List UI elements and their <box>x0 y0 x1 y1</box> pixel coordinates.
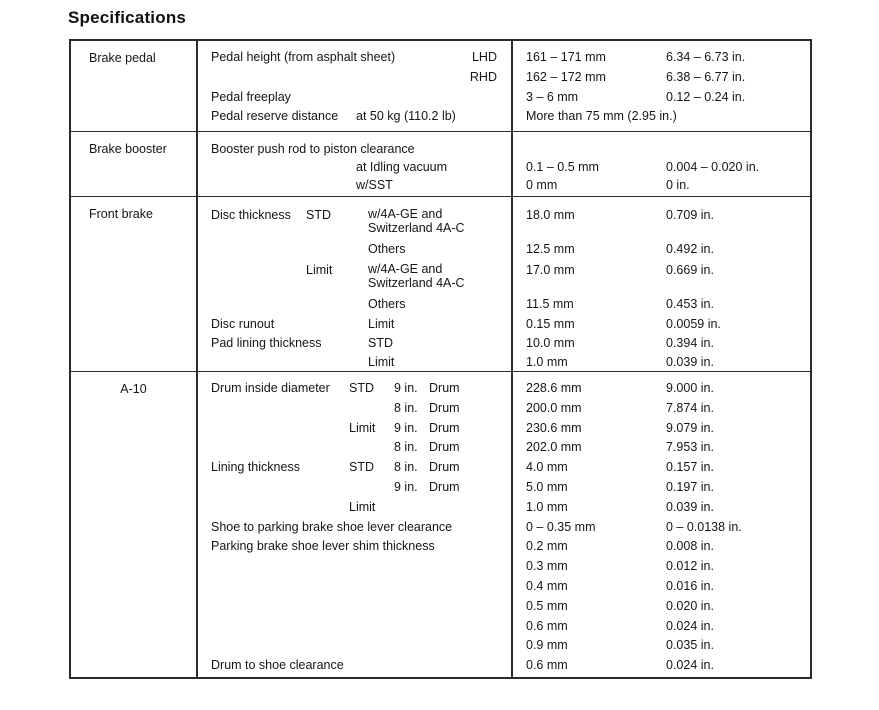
grade-label: STD <box>349 381 374 395</box>
spec-row <box>196 49 810 69</box>
metric-value: 0.2 mm <box>526 539 568 554</box>
drum-size-label: 9 in. <box>394 420 418 435</box>
spec-row <box>196 316 810 335</box>
spec-item-label: Shoe to parking brake shoe lever clearance <box>211 519 453 534</box>
spec-item-label: Pedal height (from asphalt sheet) <box>211 50 396 64</box>
spec-item-label: Pedal freeplay <box>211 90 291 104</box>
metric-value: 0.15 mm <box>526 317 575 331</box>
drum-word-label: Drum <box>429 420 460 435</box>
spec-row <box>196 439 810 459</box>
spec-row <box>196 241 810 262</box>
metric-value: 1.0 mm <box>526 499 568 514</box>
imperial-value: 6.34 – 6.73 in. <box>666 50 746 64</box>
metric-value: 0.5 mm <box>526 598 568 613</box>
section-label: Front brake <box>89 207 153 221</box>
section-label: Brake booster <box>89 142 167 156</box>
metric-value: 11.5 mm <box>526 297 574 311</box>
spec-row <box>196 108 810 128</box>
imperial-value: 7.874 in. <box>666 400 714 415</box>
imperial-value: 0.453 in. <box>666 297 714 311</box>
spec-item-label: Booster push rod to piston clearance <box>211 142 415 156</box>
spec-row <box>196 499 810 519</box>
imperial-value: 0.709 in. <box>666 208 714 222</box>
imperial-value: 0.669 in. <box>666 263 714 277</box>
imperial-value: 0.024 in. <box>666 618 714 633</box>
metric-value: 1.0 mm <box>526 355 568 369</box>
metric-value: 5.0 mm <box>526 479 568 494</box>
drum-size-label: 9 in. <box>394 479 418 494</box>
variant-label: Limit <box>368 355 395 369</box>
drum-size-label: 9 in. <box>394 381 418 395</box>
metric-value: 0.6 mm <box>526 618 568 633</box>
imperial-value: 0.492 in. <box>666 242 714 256</box>
spec-row <box>196 207 810 241</box>
spec-item-label: Disc runout <box>211 317 275 331</box>
imperial-value: 0.12 – 0.24 in. <box>666 90 746 104</box>
variant-label: Limit <box>368 317 395 331</box>
condition-label: w/SST <box>356 178 393 192</box>
variant-label: w/4A-GE and Switzerland 4A-C <box>368 207 465 235</box>
section-label: A-10 <box>120 382 147 396</box>
metric-value: 0.4 mm <box>526 578 568 593</box>
imperial-value: 0.008 in. <box>666 539 714 554</box>
imperial-value: 0.157 in. <box>666 460 714 475</box>
imperial-value: 0.012 in. <box>666 559 714 574</box>
spec-item-label: Pedal reserve distance <box>211 109 339 123</box>
imperial-value: 0.024 in. <box>666 658 714 673</box>
section-label: Brake pedal <box>89 51 156 65</box>
metric-value: 0.6 mm <box>526 658 568 673</box>
grade-label: Limit <box>306 263 333 277</box>
spec-row <box>196 657 810 677</box>
drum-word-label: Drum <box>429 381 460 395</box>
drum-word-label: Drum <box>429 440 460 455</box>
section-brake-booster <box>71 131 810 196</box>
spec-row <box>196 141 810 159</box>
metric-value: 4.0 mm <box>526 460 568 475</box>
spec-row <box>196 177 810 195</box>
metric-value: 10.0 mm <box>526 336 575 350</box>
grade-label: Limit <box>349 499 376 514</box>
spec-row <box>196 479 810 499</box>
metric-value: 0.3 mm <box>526 559 568 574</box>
imperial-value: 9.000 in. <box>666 381 714 395</box>
imperial-value: 6.38 – 6.77 in. <box>666 70 746 84</box>
metric-value: 0 mm <box>526 178 558 192</box>
imperial-value: 0.016 in. <box>666 578 714 593</box>
imperial-value: 0 in. <box>666 178 690 192</box>
metric-value: 202.0 mm <box>526 440 582 455</box>
imperial-value: 0.197 in. <box>666 479 714 494</box>
spec-row <box>196 637 810 657</box>
page-title: Specifications <box>68 8 187 27</box>
drive-side-label: RHD <box>469 70 497 84</box>
metric-value: 230.6 mm <box>526 420 582 435</box>
section-brake-pedal <box>71 41 810 131</box>
spec-row <box>196 459 810 479</box>
metric-value: 3 – 6 mm <box>526 90 579 104</box>
metric-value: 17.0 mm <box>526 263 575 277</box>
section-a10 <box>71 371 810 677</box>
drive-side-label: LHD <box>471 50 497 64</box>
variant-label: Others <box>368 297 406 311</box>
variant-label: STD <box>368 336 393 350</box>
drum-word-label: Drum <box>429 400 460 415</box>
variant-label: w/4A-GE and Switzerland 4A-C <box>368 262 465 290</box>
drum-size-label: 8 in. <box>394 400 418 415</box>
metric-value: 161 – 171 mm <box>526 50 606 64</box>
spec-row <box>196 618 810 638</box>
spec-item-label: Drum to shoe clearance <box>211 658 344 673</box>
imperial-value: 0.394 in. <box>666 336 714 350</box>
drum-word-label: Drum <box>429 479 460 494</box>
section-front-brake <box>71 196 810 371</box>
metric-value: 18.0 mm <box>526 208 575 222</box>
metric-value: 0.1 – 0.5 mm <box>526 160 599 174</box>
metric-value: 0 – 0.35 mm <box>526 519 596 534</box>
metric-value: More than 75 mm (2.95 in.) <box>526 109 677 123</box>
drum-word-label: Drum <box>429 460 460 475</box>
spec-row <box>196 519 810 539</box>
condition-label: at Idling vacuum <box>356 160 448 174</box>
imperial-value: 0 – 0.0138 in. <box>666 519 742 534</box>
condition-label: at 50 kg (110.2 lb) <box>356 109 456 123</box>
spec-item-label: Drum inside diameter <box>211 381 330 395</box>
spec-row <box>196 558 810 578</box>
spec-row <box>196 296 810 316</box>
column-divider-1 <box>196 41 198 677</box>
spec-row <box>196 380 810 400</box>
spec-row <box>196 69 810 89</box>
grade-label: STD <box>306 208 331 222</box>
spec-row <box>196 420 810 440</box>
grade-label: Limit <box>349 420 376 435</box>
metric-value: 200.0 mm <box>526 400 582 415</box>
spec-row <box>196 354 810 371</box>
drum-size-label: 8 in. <box>394 460 418 475</box>
variant-label: Others <box>368 242 406 256</box>
drum-size-label: 8 in. <box>394 440 418 455</box>
specifications-table <box>69 39 812 679</box>
imperial-value: 7.953 in. <box>666 440 714 455</box>
spec-row <box>196 538 810 558</box>
spec-row <box>196 598 810 618</box>
imperial-value: 0.0059 in. <box>666 317 721 331</box>
column-divider-2 <box>511 41 513 677</box>
spec-row <box>196 578 810 598</box>
spec-row <box>196 335 810 354</box>
spec-row <box>196 400 810 420</box>
imperial-value: 0.004 – 0.020 in. <box>666 160 760 174</box>
metric-value: 162 – 172 mm <box>526 70 606 84</box>
spec-item-label: Disc thickness <box>211 208 291 222</box>
imperial-value: 0.039 in. <box>666 355 714 369</box>
imperial-value: 0.035 in. <box>666 638 714 653</box>
spec-row <box>196 159 810 177</box>
spec-item-label: Parking brake shoe lever shim thickness <box>211 539 435 554</box>
imperial-value: 9.079 in. <box>666 420 714 435</box>
metric-value: 0.9 mm <box>526 638 568 653</box>
metric-value: 12.5 mm <box>526 242 575 256</box>
metric-value: 228.6 mm <box>526 381 582 395</box>
imperial-value: 0.039 in. <box>666 499 714 514</box>
spec-row <box>196 89 810 108</box>
spec-item-label: Lining thickness <box>211 460 300 475</box>
grade-label: STD <box>349 460 374 475</box>
spec-row <box>196 262 810 296</box>
imperial-value: 0.020 in. <box>666 598 714 613</box>
spec-item-label: Pad lining thickness <box>211 336 322 350</box>
